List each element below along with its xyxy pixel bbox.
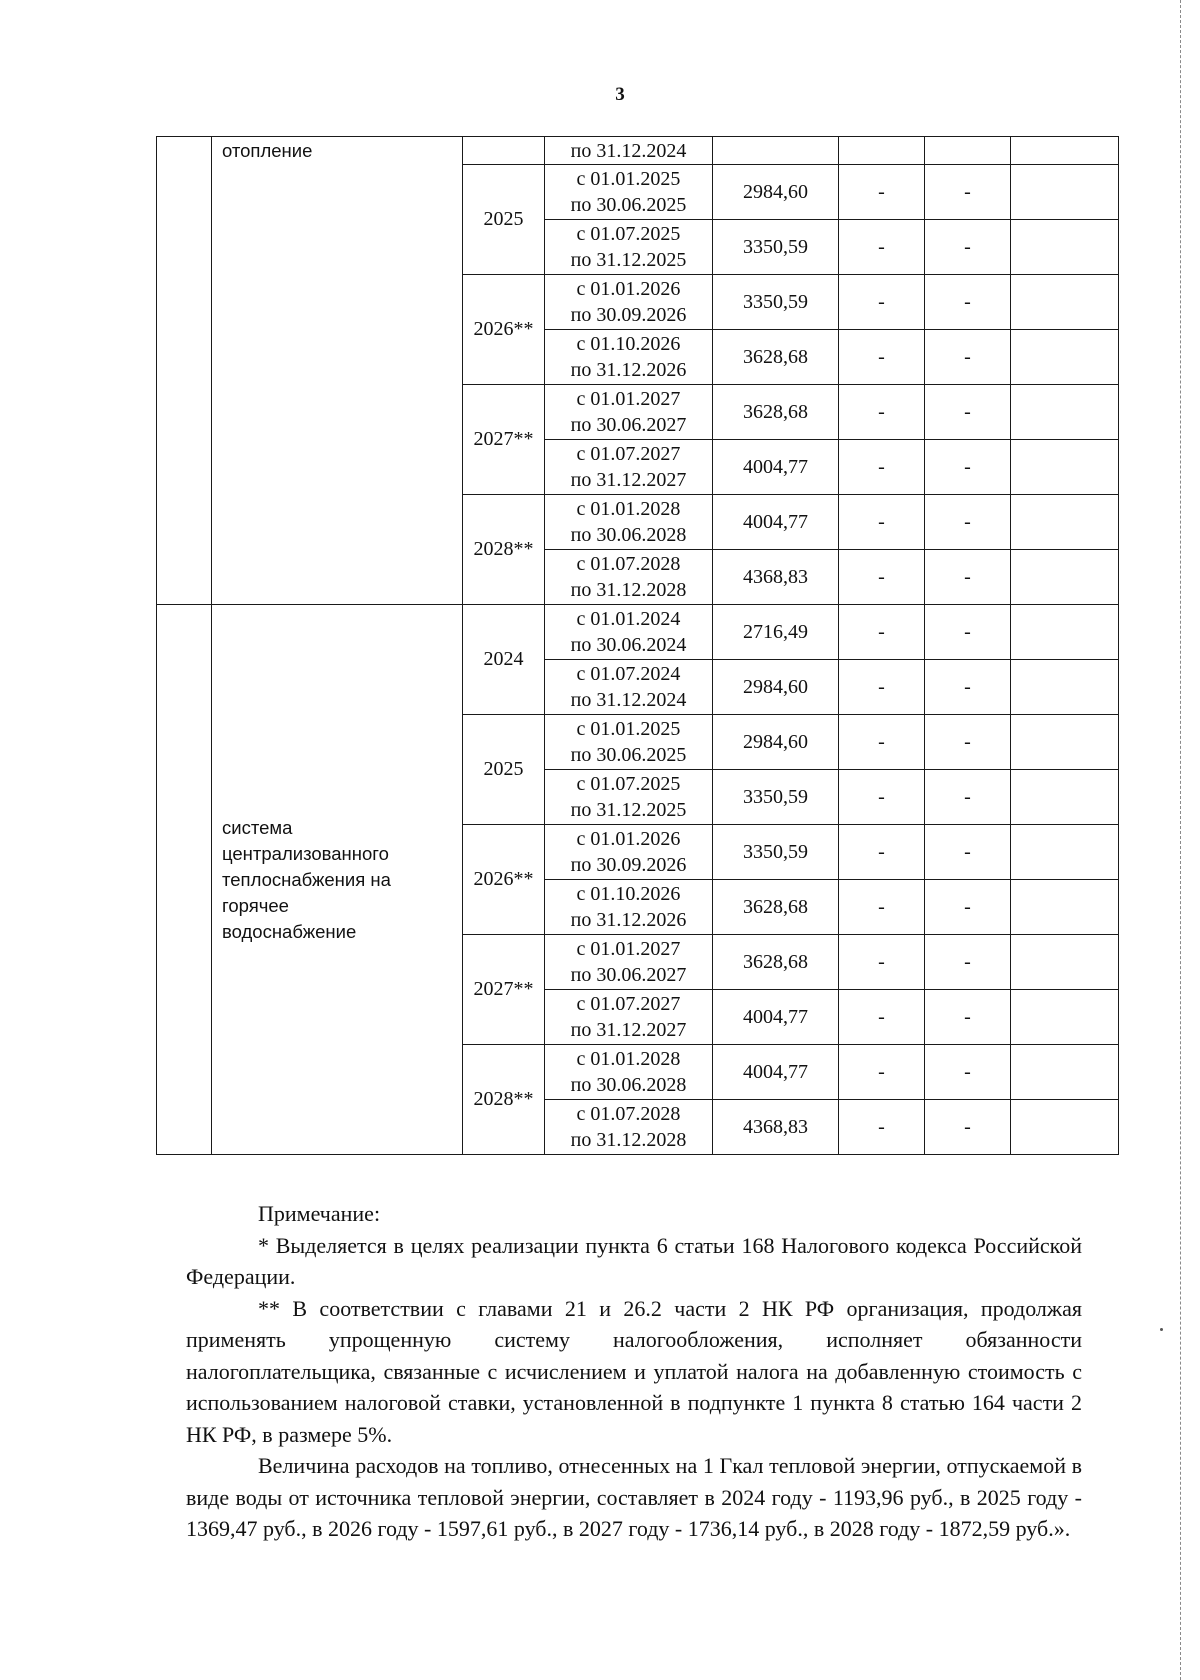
tariff-value-cell: 3628,68 (713, 935, 839, 990)
period-to: по 31.12.2026 (570, 359, 687, 381)
table-row (157, 605, 1119, 660)
empty-cell (1011, 715, 1119, 770)
notes-block (186, 1198, 1082, 1545)
year-cell: 2027** (463, 935, 545, 1045)
tariff-value-cell: 4368,83 (713, 1100, 839, 1155)
tariff-table-body (157, 137, 1119, 1155)
period-cell (545, 137, 713, 165)
dash-cell: - (839, 440, 925, 495)
period-cell (545, 935, 713, 990)
empty-cell (1011, 1045, 1119, 1100)
period-from: с 01.07.2028 (576, 553, 681, 575)
dash-cell (925, 137, 1011, 165)
scan-edge-line (1180, 0, 1181, 1680)
notes-heading: Примечание: (258, 1201, 381, 1226)
period-to: по 31.12.2028 (570, 1129, 687, 1151)
group-name-cell (212, 605, 463, 1155)
period-cell (545, 990, 713, 1045)
empty-cell (1011, 935, 1119, 990)
tariff-value-cell: 2716,49 (713, 605, 839, 660)
period-cell (545, 770, 713, 825)
empty-cell (1011, 165, 1119, 220)
dash-cell: - (925, 1045, 1011, 1100)
group-name-line: централизованного (222, 842, 389, 864)
dash-cell: - (925, 880, 1011, 935)
tariff-value-cell: 3350,59 (713, 275, 839, 330)
empty-cell (1011, 990, 1119, 1045)
year-cell: 2025 (463, 715, 545, 825)
empty-cell (1011, 880, 1119, 935)
period-cell (545, 660, 713, 715)
group-name-line: система (222, 816, 293, 838)
period-to: по 30.06.2028 (570, 1074, 687, 1096)
tariff-value-cell: 3628,68 (713, 880, 839, 935)
period-cell (545, 605, 713, 660)
empty-cell (1011, 825, 1119, 880)
dash-cell: - (925, 990, 1011, 1045)
period-to: по 31.12.2024 (570, 689, 687, 711)
year-cell: 2024 (463, 605, 545, 715)
dash-cell: - (925, 385, 1011, 440)
dash-cell: - (925, 660, 1011, 715)
period-from: с 01.07.2027 (576, 443, 681, 465)
period-from: с 01.07.2027 (576, 993, 681, 1015)
tariff-value-cell: 3350,59 (713, 825, 839, 880)
empty-cell (1011, 385, 1119, 440)
scan-speck (1160, 1328, 1163, 1331)
empty-cell (1011, 137, 1119, 165)
dash-cell: - (839, 880, 925, 935)
year-cell: 2025 (463, 165, 545, 275)
period-to: по 31.12.2024 (570, 139, 687, 162)
fuel-cost-paragraph: Величина расходов на топливо, отнесенных на 1 Гкал тепловой энергии, отпускаемой в виде воды от источника тепловой энергии, составляет в 2024 году - 1193,96 руб., в 2025 году - 1369,47 руб., в 2026 году - 1597,61 руб., в 2027 году - 1736,14 руб., в 2028 году - 1872,59 руб.». (186, 1453, 1082, 1541)
dash-cell: - (925, 550, 1011, 605)
period-cell (545, 220, 713, 275)
tariff-value-cell (713, 137, 839, 165)
empty-cell (1011, 440, 1119, 495)
group-number-cell (157, 137, 212, 605)
period-from: с 01.01.2027 (576, 938, 681, 960)
tariff-value-cell: 2984,60 (713, 715, 839, 770)
dash-cell: - (839, 1045, 925, 1100)
dash-cell: - (925, 935, 1011, 990)
period-from: с 01.01.2025 (576, 718, 681, 740)
dash-cell: - (925, 605, 1011, 660)
group-number-cell (157, 605, 212, 1155)
dash-cell (839, 137, 925, 165)
period-to: по 30.06.2025 (570, 744, 687, 766)
period-from: с 01.01.2027 (576, 388, 681, 410)
period-to: по 30.09.2026 (570, 304, 687, 326)
tariff-value-cell: 4004,77 (713, 1045, 839, 1100)
dash-cell: - (839, 330, 925, 385)
dash-cell: - (925, 275, 1011, 330)
dash-cell: - (839, 825, 925, 880)
period-cell (545, 825, 713, 880)
dash-cell: - (839, 935, 925, 990)
empty-cell (1011, 275, 1119, 330)
year-cell (463, 137, 545, 165)
tariff-value-cell: 4368,83 (713, 550, 839, 605)
period-from: с 01.01.2028 (576, 1048, 681, 1070)
dash-cell: - (925, 715, 1011, 770)
period-cell (545, 880, 713, 935)
period-cell (545, 385, 713, 440)
period-from: с 01.01.2026 (576, 278, 681, 300)
period-to: по 31.12.2025 (570, 799, 687, 821)
period-to: по 31.12.2026 (570, 909, 687, 931)
period-from: с 01.07.2028 (576, 1103, 681, 1125)
period-from: с 01.10.2026 (576, 333, 681, 355)
dash-cell: - (839, 495, 925, 550)
empty-cell (1011, 770, 1119, 825)
dash-cell: - (925, 825, 1011, 880)
period-from: с 01.01.2028 (576, 498, 681, 520)
dash-cell: - (839, 770, 925, 825)
period-from: с 01.01.2025 (576, 168, 681, 190)
year-cell: 2027** (463, 385, 545, 495)
period-to: по 30.06.2027 (570, 964, 687, 986)
dash-cell: - (925, 1100, 1011, 1155)
dash-cell: - (925, 770, 1011, 825)
dash-cell: - (839, 715, 925, 770)
tariff-value-cell: 3350,59 (713, 770, 839, 825)
dash-cell: - (925, 330, 1011, 385)
empty-cell (1011, 1100, 1119, 1155)
period-to: по 30.09.2026 (570, 854, 687, 876)
period-cell (545, 715, 713, 770)
period-cell (545, 550, 713, 605)
tariff-value-cell: 3628,68 (713, 330, 839, 385)
period-to: по 31.12.2025 (570, 249, 687, 271)
period-to: по 30.06.2027 (570, 414, 687, 436)
table-row (157, 137, 1119, 165)
dash-cell: - (925, 495, 1011, 550)
tariff-value-cell: 4004,77 (713, 495, 839, 550)
period-cell (545, 275, 713, 330)
empty-cell (1011, 495, 1119, 550)
dash-cell: - (839, 220, 925, 275)
period-to: по 31.12.2027 (570, 469, 687, 491)
group-name-line: горячее (222, 894, 289, 916)
empty-cell (1011, 550, 1119, 605)
dash-cell: - (925, 440, 1011, 495)
dash-cell: - (925, 165, 1011, 220)
period-to: по 30.06.2024 (570, 634, 687, 656)
period-cell (545, 1045, 713, 1100)
note-single-asterisk: * Выделяется в целях реализации пункта 6 статьи 168 Налогового кодекса Российской Федерации. (186, 1232, 1082, 1289)
year-cell: 2028** (463, 495, 545, 605)
tariff-value-cell: 3628,68 (713, 385, 839, 440)
period-from: с 01.07.2024 (576, 663, 681, 685)
empty-cell (1011, 220, 1119, 275)
page-number: 3 (615, 84, 625, 105)
dash-cell: - (839, 165, 925, 220)
tariff-table (156, 136, 1119, 1155)
period-to: по 30.06.2028 (570, 524, 687, 546)
period-from: с 01.10.2026 (576, 883, 681, 905)
group-name-cell: отопление (212, 137, 463, 605)
period-cell (545, 495, 713, 550)
empty-cell (1011, 605, 1119, 660)
group-name-line: водоснабжение (222, 920, 357, 942)
tariff-value-cell: 2984,60 (713, 165, 839, 220)
tariff-value-cell: 2984,60 (713, 660, 839, 715)
period-from: с 01.07.2025 (576, 773, 681, 795)
period-to: по 30.06.2025 (570, 194, 687, 216)
tariff-value-cell: 4004,77 (713, 990, 839, 1045)
period-from: с 01.01.2024 (576, 608, 681, 630)
empty-cell (1011, 330, 1119, 385)
dash-cell: - (839, 990, 925, 1045)
year-cell: 2026** (463, 275, 545, 385)
year-cell: 2028** (463, 1045, 545, 1155)
period-cell (545, 330, 713, 385)
period-cell (545, 165, 713, 220)
note-double-asterisk: ** В соответствии с главами 21 и 26.2 части 2 НК РФ организация, продолжая применять упрощенную систему налогообложения, исполняет обязанности налогоплательщика, связанные с исчислением и уплатой налога на добавленную стоимость с использованием налоговой ставки, установленной в подпункте 1 пункта 8 статью 164 части 2 НК РФ, в размере 5%. (186, 1295, 1082, 1447)
dash-cell: - (839, 275, 925, 330)
dash-cell: - (839, 605, 925, 660)
period-to: по 31.12.2028 (570, 579, 687, 601)
period-cell (545, 440, 713, 495)
tariff-value-cell: 4004,77 (713, 440, 839, 495)
empty-cell (1011, 660, 1119, 715)
dash-cell: - (839, 385, 925, 440)
period-cell (545, 1100, 713, 1155)
group-name-line: теплоснабжения на (222, 868, 391, 890)
year-cell: 2026** (463, 825, 545, 935)
dash-cell: - (925, 220, 1011, 275)
dash-cell: - (839, 660, 925, 715)
period-to: по 31.12.2027 (570, 1019, 687, 1041)
dash-cell: - (839, 550, 925, 605)
tariff-value-cell: 3350,59 (713, 220, 839, 275)
dash-cell: - (839, 1100, 925, 1155)
period-from: с 01.01.2026 (576, 828, 681, 850)
period-from: с 01.07.2025 (576, 223, 681, 245)
